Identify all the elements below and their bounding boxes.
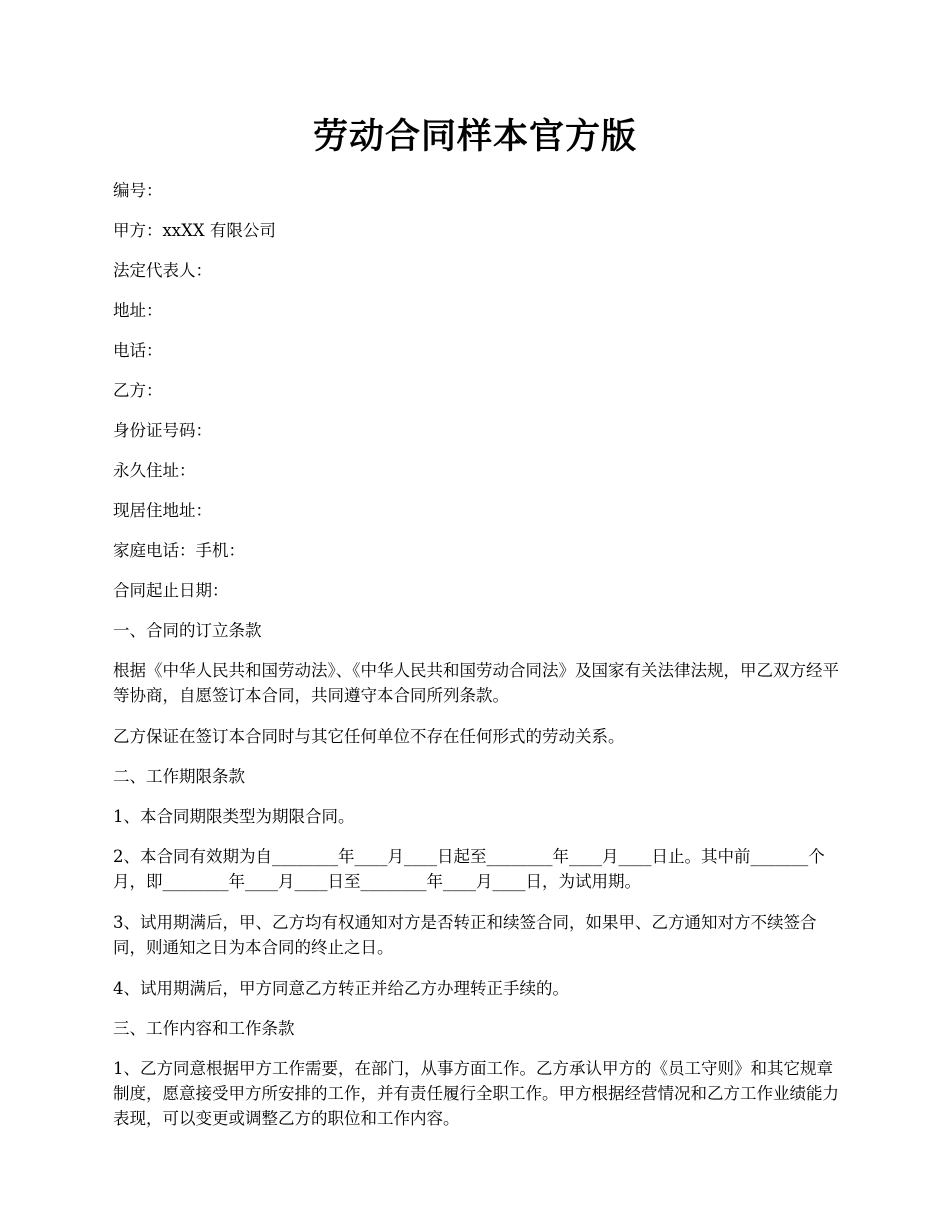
section-heading-1: 一、合同的订立条款 <box>113 621 262 640</box>
field-address: 地址： <box>113 301 163 320</box>
section-heading-2: 二、工作期限条款 <box>113 767 245 786</box>
document-body <box>113 178 841 1147</box>
field-number: 编号： <box>113 181 163 200</box>
clause-2-2: 2、本合同有效期为自________年____月____日起至________年____月____日止。其中前_______个月，即________年____月____日至________年____月____日，为试用期。 <box>113 847 825 891</box>
field-permanent-address: 永久住址： <box>113 461 196 480</box>
section-heading-3: 三、工作内容和工作条款 <box>113 1019 295 1038</box>
paragraph-legal-basis: 根据《中华人民共和国劳动法》、《中华人民共和国劳动合同法》及国家有关法律法规，甲乙双方经平等协商，自愿签订本合同，共同遵守本合同所列条款。 <box>113 661 839 705</box>
field-current-address: 现居住地址： <box>113 501 212 520</box>
field-party-b: 乙方： <box>113 381 163 400</box>
clause-2-1: 1、本合同期限类型为期限合同。 <box>113 807 355 826</box>
document-title: 劳动合同样本官方版 <box>312 116 637 157</box>
field-contract-dates: 合同起止日期： <box>113 581 229 600</box>
field-party-a: 甲方：xxXX 有限公司 <box>113 221 276 240</box>
clause-2-4: 4、试用期满后，甲方同意乙方转正并给乙方办理转正手续的。 <box>113 979 569 998</box>
paragraph-no-other-employment: 乙方保证在签订本合同时与其它任何单位不存在任何形式的劳动关系。 <box>113 727 625 746</box>
clause-2-3: 3、试用期满后，甲、乙方均有权通知对方是否转正和续签合同，如果甲、乙方通知对方不续签合同，则通知之日为本合同的终止之日。 <box>113 913 817 957</box>
field-legal-representative: 法定代表人： <box>113 261 212 280</box>
field-id-number: 身份证号码： <box>113 421 212 440</box>
field-phone: 电话： <box>113 341 163 360</box>
field-home-phone-mobile: 家庭电话：手机： <box>113 541 245 560</box>
clause-3-1: 1、乙方同意根据甲方工作需要，在部门，从事方面工作。乙方承认甲方的《员工守则》和其它规章制度，愿意接受甲方所安排的工作，并有责任履行全职工作。甲方根据经营情况和乙方工作业绩能力表现，可以变更或调整乙方的职位和工作内容。 <box>113 1059 839 1128</box>
